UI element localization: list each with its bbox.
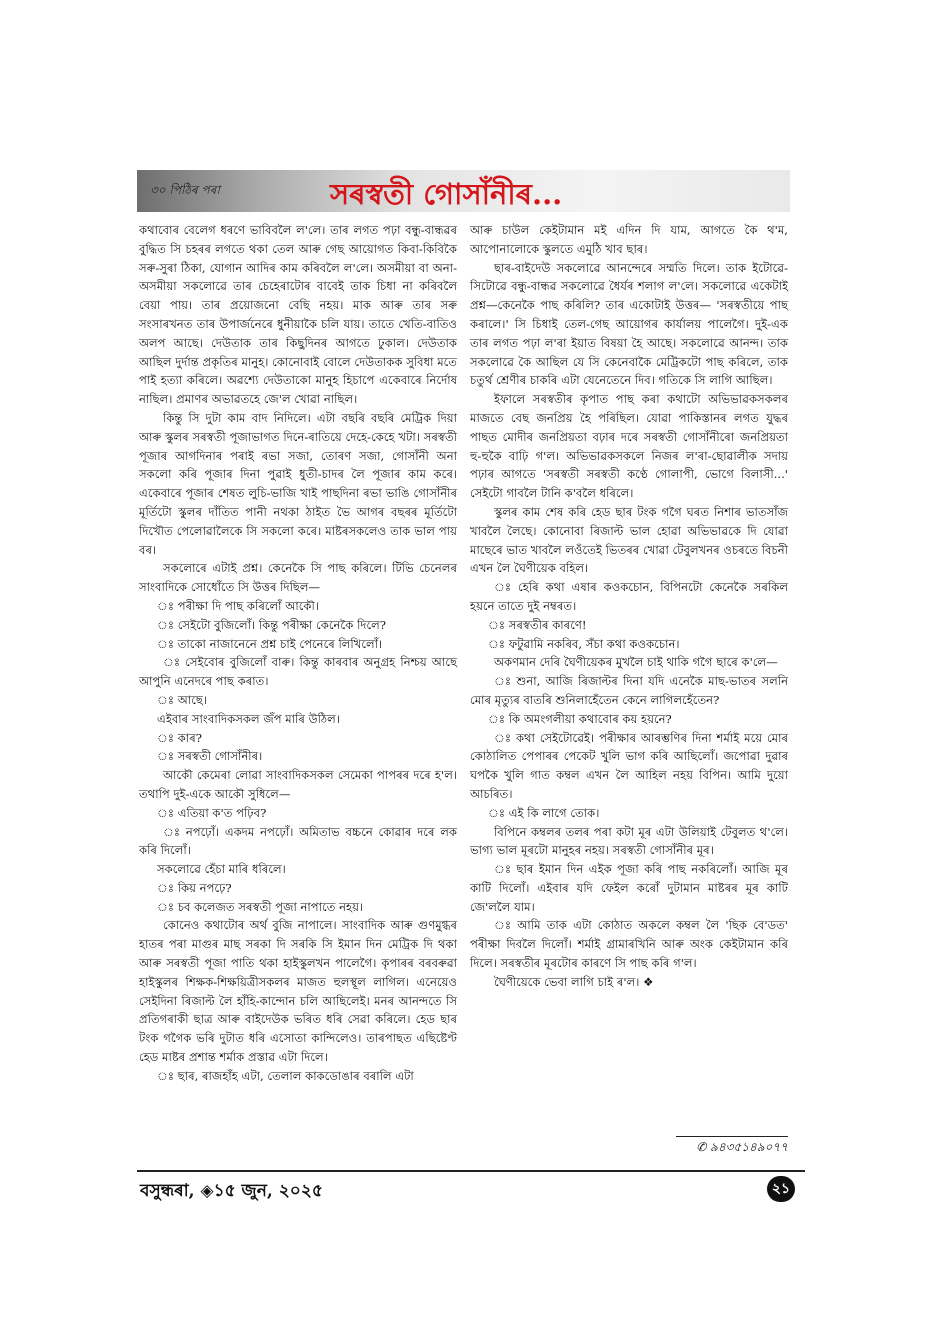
paragraph: ঃ নপঢ়োঁ। একদম নপঢ়োঁ। অমিতাভ বচ্চনে কোৱাৰ দৰে লক কৰি দিলোঁ। [139,824,457,858]
paragraph: ঃ এই কি লাগে তোক। [488,805,600,820]
paragraph: ঃ ছাৰ, ৰাজহাঁহ এটা, তেলাল কাকডোঙাৰ বৰালি এটা [157,1068,414,1083]
paragraph: ঃ কি অমংগলীয়া কথাবোৰ কয় হয়নে? [488,711,672,726]
paragraph: ঃ কাৰ? [157,730,202,745]
paragraph: ছাৰ-বাইদেউ সকলোৱে আনন্দেৰে সম্মতি দিলে। তাক ইটোৱে-সিটোৱে বন্ধু-বান্ধৱ সকলোৱে ধৈৰ্যৰ শলাগ ল'লে। সকলোৱে একেটাই প্ৰশ্ন—কেনেকৈ পাছ কৰিলি? তাৰ একোটাই উত্তৰ— 'সৰস্বতীয়ে পাছ কৰালে।' সি চিধাই তেল-গেছ আয়োগৰ কাৰ্যালয় পালেগৈ। দুই-এক তাৰ লগত পঢ়া ল'ৰা ইয়াত বিষয়া হৈ আছে। সকলোৱে আনন্দ। তাক সকলোৱে কৈ আছিল যে সি কেনেবাকৈ মেট্ৰিকটো পাছ কৰিলে, তাক চতুৰ্থ শ্ৰেণীৰ চাকৰি এটা যেনেতেনে দিব। গতিকে সি লাগি আছিল। [470,260,788,388]
paragraph: ঃ তাকো নাজানেনে প্ৰশ্ন চাই পেনেৰে লিখিলোঁ। [157,636,383,651]
paragraph: কিন্তু সি দুটা কাম বাদ নিদিলে। এটা বছৰি বছৰি মেট্ৰিক দিয়া আৰু স্কুলৰ সৰস্বতী পূজাভাগত দিনে-ৰাতিয়ে দেহে-কেহে খটা। সৰস্বতী পূজাৰ আগদিনাৰ পৰাই ৰভা সজা, তোৰণ সজা, গোসাঁনী অনা সকলো কৰি পূজাৰ দিনা পুৱাই ধুতী-চাদৰ লৈ পূজাৰ কাম কৰে। একেবাৰে পূজাৰ শেষত লুচি-ভাজি খাই পাছদিনা ৰভা ভাঙি গোসাঁনীৰ মূৰ্তিটো স্কুলৰ দাঁতিত পানী নথকা ঠাইত ভৈ আগৰ বছৰৰ মূৰ্তিটো দিখৌত পেলোৱালৈকে সি সকলো কৰে। মাষ্টৰসকলেও তাক ভাল পায় বৰ। [139,410,457,557]
paragraph: ঃ আমি তাক এটা কোঠাত অকলে কম্বল লৈ 'ছিক বে'ডত' পৰীক্ষা দিবলৈ দিলোঁ। শৰ্মাই গ্ৰামাৰখিনি আৰু অংক কেইটামান কৰি দিলে। সৰস্বতীৰ মূৰটোৰ কাৰণে সি পাছ কৰি গ'ল। [470,918,788,971]
story-title: সৰস্বতী গোসাঁনীৰ... [330,177,563,211]
right-text-column [470,221,788,992]
paragraph: ঃ সৰস্বতীৰ কাৰণে! [488,617,587,632]
paragraph: ঃ শুনা, আজি ৰিজাল্টৰ দিনা যদি এনেকৈ মাছ-ভাতৰ সলনি মোৰ মৃত্যুৰ বাতৰি শুনিলাহেঁতেন কেনে লাগিলহেঁতেন? [470,674,788,707]
paragraph: ঃ কথা সেইটোৱেই। পৰীক্ষাৰ আৰম্ভণিৰ দিনা শৰ্মাই ময়ে মোৰ কোঠালিত পেপাৰৰ পেকেট খুলি ভাগ কৰি আছিলোঁ। জপোৱা দুৱাৰ ঘপকৈ খুলি গাত কম্বল এখন লৈ আহিল নহয় বিপিন। আমি দুয়ো আচৰিত। [470,730,788,801]
paragraph: স্কুলৰ কাম শেষ কৰি হেড ছাৰ টংক গগৈ ঘৰত নিশাৰ ভাতসাঁজ খাবলৈ লৈছে। কোনোবা ৰিজাল্ট ভাল হোৱা অভিভাৱকে দি যোৱা মাছেৰে ভাত খাবলৈ লওঁতেই ভিতৰৰ খোৱা টেবুলখনৰ ওচৰতে বিচনী এখন লৈ ঘৈণীয়েক বহিল। [470,504,788,576]
paragraph: ইফালে সৰস্বতীৰ কৃপাত পাছ কৰা কথাটো অভিভাৱকসকলৰ মাজতে বেছ জনপ্ৰিয় হৈ পৰিছিল। যোৱা পাকিস্তানৰ লগত যুদ্ধৰ পাছত মোদীৰ জনপ্ৰিয়তা বঢ়াৰ দৰে সৰস্বতী গোসাঁনীৰো জনপ্ৰিয়তা হু-হুকৈ বাঢ়ি গ'ল। অভিভাৱকসকলে নিজৰ ল'ৰা-ছোৱালীক সদায় পঢ়াৰ আগতে 'সৰস্বতী সৰস্বতী কণ্ঠে গোলাপী, ভোগে বিলাসী...' সেইটো গাবলৈ টানি ক'বলৈ ধৰিলে। [470,392,788,501]
paragraph: আৰু চাউল কেইটামান মই এদিন দি যাম, আগতে কৈ থ'ম, আপোনালোকে স্কুলতে এমুঠি খাব ছাৰ। [470,223,788,256]
paragraph: ঃ সেইটো বুজিলোঁ। কিন্তু পৰীক্ষা কেনেকৈ দিলে? [157,617,387,632]
paragraph: বিপিনে কম্বলৰ তলৰ পৰা কটা মূৰ এটা উলিয়াই টেবুলত থ'লে। ভাগ্য ভাল মূৰটো মানুহৰ নহয়। সৰস্বতী গোসাঁনীৰ মূৰ। [470,824,788,858]
paragraph: ঃ সৰস্বতী গোসাঁনীৰ। [157,749,263,764]
continued-from-note: ৩০ পিঠিৰ পৰা [150,183,220,197]
paragraph: ঃ পৰীক্ষা দি পাছ কৰিলোঁ আকৌ। [157,598,319,613]
paragraph: ঃ সেইবোৰ বুজিলোঁ বাৰু। কিন্তু কাৰবাৰ অনুগ্ৰহ নিশ্চয় আছে আপুনি এনেদৰে পাছ কৰাত। [139,655,457,689]
author-phone: ✆ ৯৪৩৫১৪৯০৭৭ [676,1136,788,1159]
footer-rule [137,1170,805,1172]
paragraph: এইবাৰ সাংবাদিকসকল জঁপ মাৰি উঠিল। [157,711,340,726]
paragraph: সকলোৱে হেঁচা মাৰি ধৰিলে। [157,862,286,877]
paragraph: ঃ ফটুৱামি নকৰিব, সঁচা কথা কওকচোন। [488,636,680,651]
paragraph: অকণমান দেৰি ঘৈণীয়েকৰ মুখলৈ চাই থাকি গগৈ ছাৰে ক'লে— [494,655,778,670]
publication-date: বসুন্ধৰা, ◈১৫ জুন, ২০২৫ [140,1181,323,1201]
paragraph: ঃ এতিয়া ক'ত পঢ়িব? [157,805,267,820]
paragraph: ঘৈণীয়েকে ভেবা লাগি চাই ৰ'ল। ❖ [494,974,654,989]
paragraph: ঃ কিয় নপঢ়ে? [157,880,232,895]
paragraph: ঃ হেৰি কথা এষাৰ কওকচোন, বিপিনটো কেনেকৈ সৰকিল হয়নে তাতে দুই নম্বৰত। [470,580,788,613]
paragraph: কথাবোৰ বেলেগ ধৰণে ভাবিবলৈ ল'লে। তাৰ লগত পঢ়া বন্ধু-বান্ধৱৰ বুদ্ধিত সি চহৰৰ লগতে থকা তেল আৰু গেছ আয়োগত কিবা-কিবিকৈ সৰু-সুৰা ঠিকা, যোগান আদিৰ কাম কৰিবলৈ ল'লে। অসমীয়া বা অনা-অসমীয়া সকলোৱে তাৰ চেহেৰাটোৰ বাবেই তাক চিধা না কৰিবলৈ বেয়া পায়। তাৰ প্ৰয়োজনো বেছি নহয়। মাক আৰু তাৰ সৰু সংসাৰখনত তাৰ উপাৰ্জনেৰে ধুনীয়াকৈ চলি যায়। তাতে খেতি-বাতিও অলপ আছে। দেউতাক তাৰ কিছুদিনৰ আগতে ঢুকাল। দেউতাক আছিল দুৰ্দান্ত প্ৰকৃতিৰ মানুহ। কোনোবাই বোলে দেউতাকক সুবিধা মতে পাই হত্যা কৰিলে। অৱশ্যে দেউতাকো মানুহ হিচাপে একেবাৰে নিৰ্দোষ নাছিল। প্ৰমাণৰ অভাৱতহে জে'ল খোৱা নাছিল। [139,223,457,407]
paragraph: আকৌ কেমেৰা লোৱা সাংবাদিকসকল সেমেকা পাপৰৰ দৰে হ'ল। তথাপি দুই-একে আকৌ সুধিলে— [139,768,457,801]
paragraph: কোনেও কথাটোৰ অৰ্থ বুজি নাপালে। সাংবাদিক আৰু গুণমুগ্ধৰ হাতৰ পৰা মাগুৰ মাছ সৰকা দি সৰকি সি ইমান দিন মেট্ৰিক দি থকা আৰু সৰস্বতী পূজা পাতি থকা হাইস্কুলখন পালেগৈ। কৃপাৰৰ বৰবৰুৱা হাইস্কুলৰ শিক্ষক-শিক্ষয়িত্ৰীসকলৰ মাজত হুলস্থূল লাগিল। এনেয়েও সেইদিনা ৰিজাল্ট লৈ হাঁহি-কান্দোন চলি আছিলেই। মনৰ আনন্দতে সি প্ৰতিগৰাকী ছাত্ৰ আৰু বাইদেউক ভৰিত ধৰি সেৱা কৰিলে। হেড ছাৰ টংক গগৈক ভৰি দুটাত ধৰি এসোতা কান্দিলেও। তাৰপাছত এছিষ্টেণ্ট হেড মাষ্টৰ প্ৰশান্ত শৰ্মাক প্ৰস্তাৱ এটা দিলে। [139,918,457,1065]
left-text-column [139,221,457,1086]
paragraph: ঃ আছে। [157,692,208,707]
paragraph: ঃ ছাৰ ইমান দিন এইক পূজা কৰি পাছ নকৰিলোঁ। আজি মূৰ কাটি দিলোঁ। এইবাৰ যদি ফেইল কৰোঁ দুটামান মাষ্টৰৰ মূৰ কাটি জে'ললৈ যাম। [470,862,788,914]
page-number: ২১ [767,1176,795,1202]
paragraph: ঃ চব কলেজত সৰস্বতী পূজা নাপাতে নহয়। [157,899,364,914]
paragraph: সকলোৰে এটাই প্ৰশ্ন। কেনেকৈ সি পাছ কৰিলে। টিভি চেনেলৰ সাংবাদিকে সোধোঁতে সি উত্তৰ দিছিল— [139,561,457,595]
